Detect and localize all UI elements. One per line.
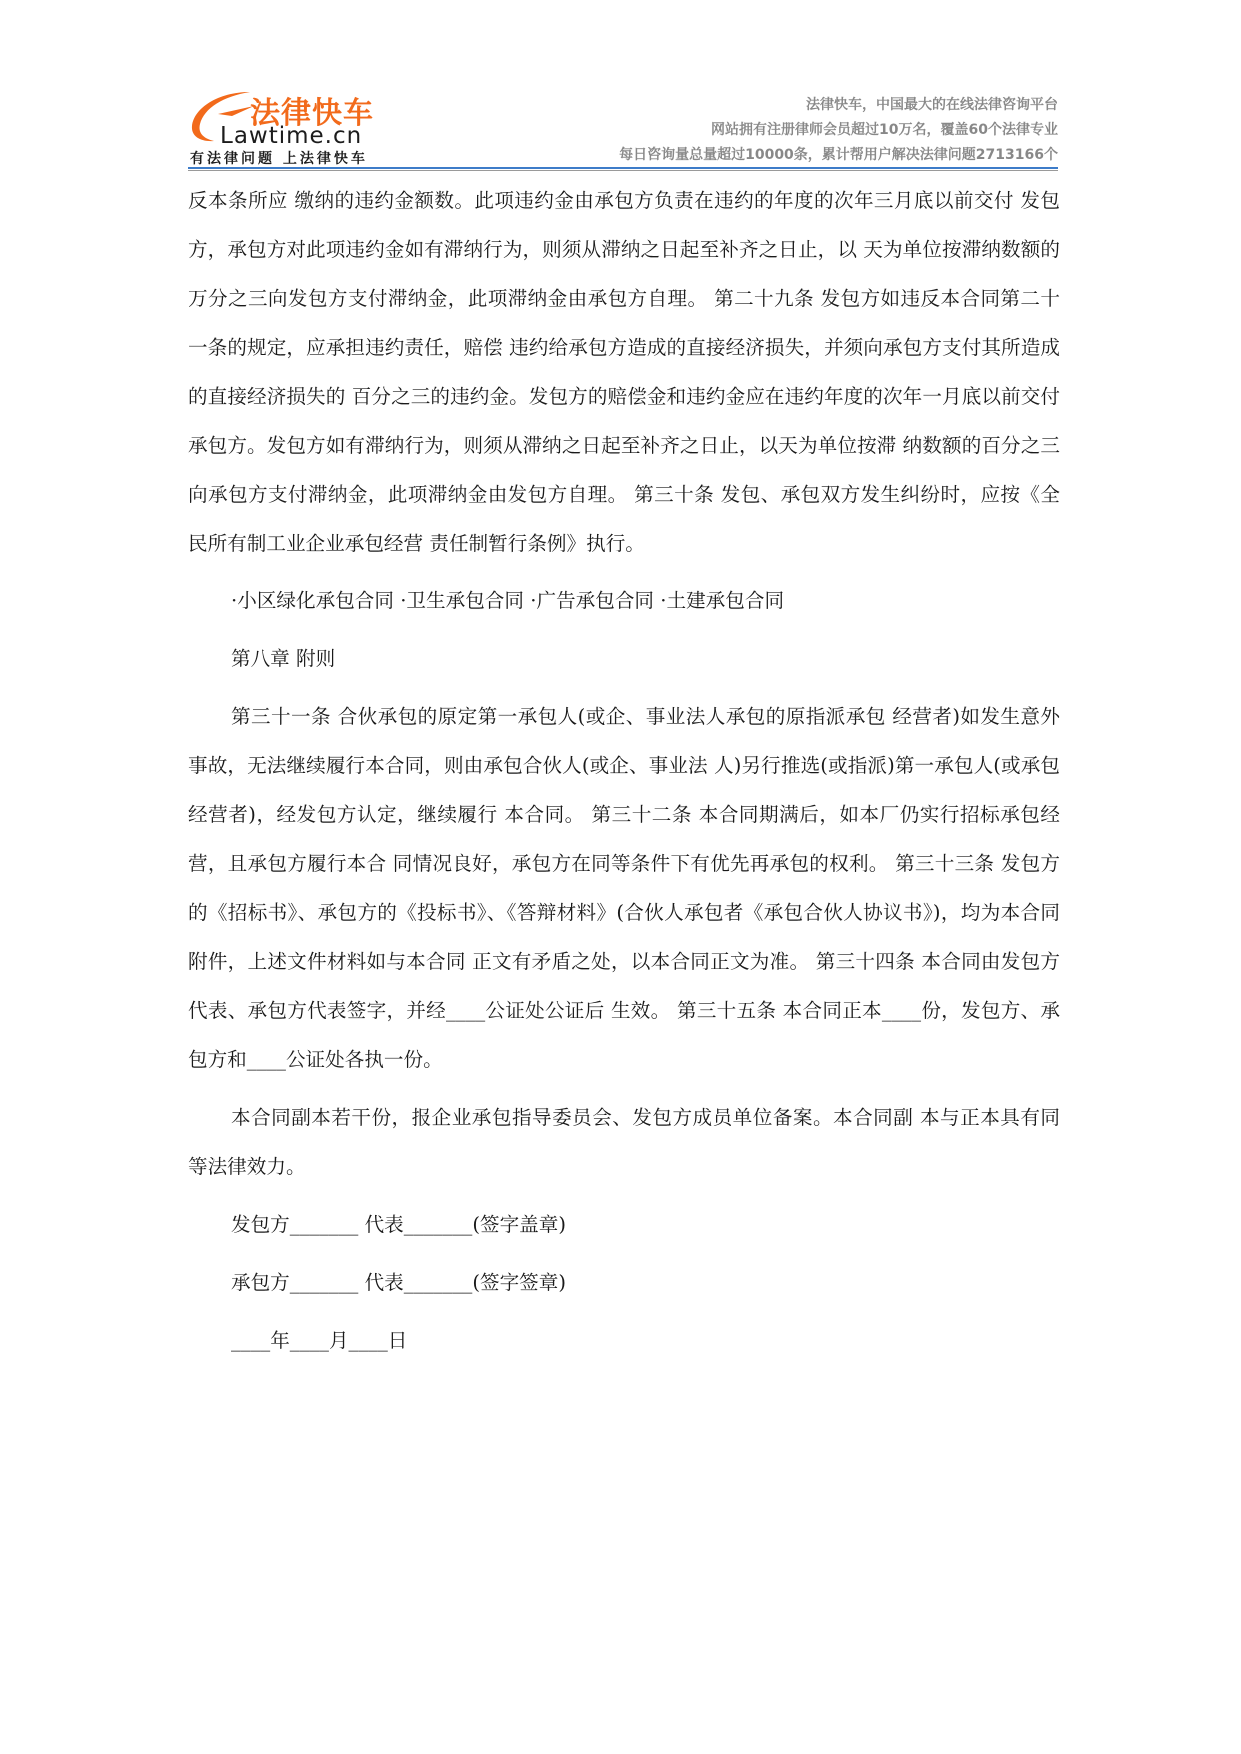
logo-chinese-name: 法律快车 xyxy=(250,96,374,131)
paragraph-copies: 本合同副本若干份，报企业承包指导委员会、发包方成员单位备案。本合同副 本与正本具有同等法律效力。 xyxy=(188,1106,1060,1178)
paragraph-articles-31-35: 第三十一条 合伙承包的原定第一承包人(或企、事业法人承包的原指派承包 经营者)如发生意外事故，无法继续履行本合同，则由承包合伙人(或企、事业法 人)另行推选(或指派)第一承包人(或承包经营者)，经发包方认定，继续履行 本合同。 第三十二条 本合同期满后，如本厂仍实行招标承包经营，且承包方履行本合 同情况良好，承包方在同等条件下有优先再承包的权利。 第三十三条 发包方的《招标书》、承包方的《投标书》、《答辩材料》(合伙人承包者《承包合伙人协议书》)，均为本合同附件，上述文件材料如与本合同 正文有矛盾之处，以本合同正文为准。 第三十四条 本合同由发包方代表、承包方代表签字，并经____公证处公证后 生效。 第三十五条 本合同正本____份，发包方、承包方和____公证处各执一份。 xyxy=(188,705,1060,1071)
header-tagline-1: 法律快车，中国最大的在线法律咨询平台 xyxy=(806,97,1058,113)
related-contract-links[interactable]: ·小区绿化承包合同 ·卫生承包合同 ·广告承包合同 ·土建承包合同 xyxy=(231,589,785,612)
header-tagline-3: 每日咨询量总量超过10000条，累计帮用户解决法律问题2713166个 xyxy=(619,147,1058,163)
logo-slogan: 有法律问题 上法律快车 xyxy=(190,151,368,167)
page-header xyxy=(188,86,1058,172)
chapter-title: 第八章 附则 xyxy=(231,647,336,670)
header-rule-gray xyxy=(188,170,1058,171)
signature-line-employer: 发包方_______ 代表_______(签字盖章) xyxy=(231,1213,567,1236)
date-line: ____年____月____日 xyxy=(231,1329,408,1352)
header-tagline-2: 网站拥有注册律师会员超过10万名，覆盖60个法律专业 xyxy=(711,122,1058,138)
header-rule-blue xyxy=(188,167,1058,169)
lawtime-logo[interactable] xyxy=(188,86,418,166)
signature-line-contractor: 承包方_______ 代表_______(签字签章) xyxy=(231,1271,567,1294)
logo-domain: Lawtime.cn xyxy=(220,123,363,149)
document-body xyxy=(188,176,1060,1365)
paragraph-continued: 反本条所应 缴纳的违约金额数。此项违约金由承包方负责在违约的年度的次年三月底以前交付 发包方，承包方对此项违约金如有滞纳行为，则须从滞纳之日起至补齐之日止，以 天为单位按滞纳数额的万分之三向发包方支付滞纳金，此项滞纳金由承包方自理。 第二十九条 发包方如违反本合同第二十一条的规定，应承担违约责任，赔偿 违约给承包方造成的直接经济损失，并须向承包方支付其所造成的直接经济损失的 百分之三的违约金。发包方的赔偿金和违约金应在违约年度的次年一月底以前交付 承包方。发包方如有滞纳行为，则须从滞纳之日起至补齐之日止，以天为单位按滞 纳数额的百分之三向承包方支付滞纳金，此项滞纳金由发包方自理。 第三十条 发包、承包双方发生纠纷时，应按《全民所有制工业企业承包经营 责任制暂行条例》执行。 xyxy=(188,189,1060,555)
